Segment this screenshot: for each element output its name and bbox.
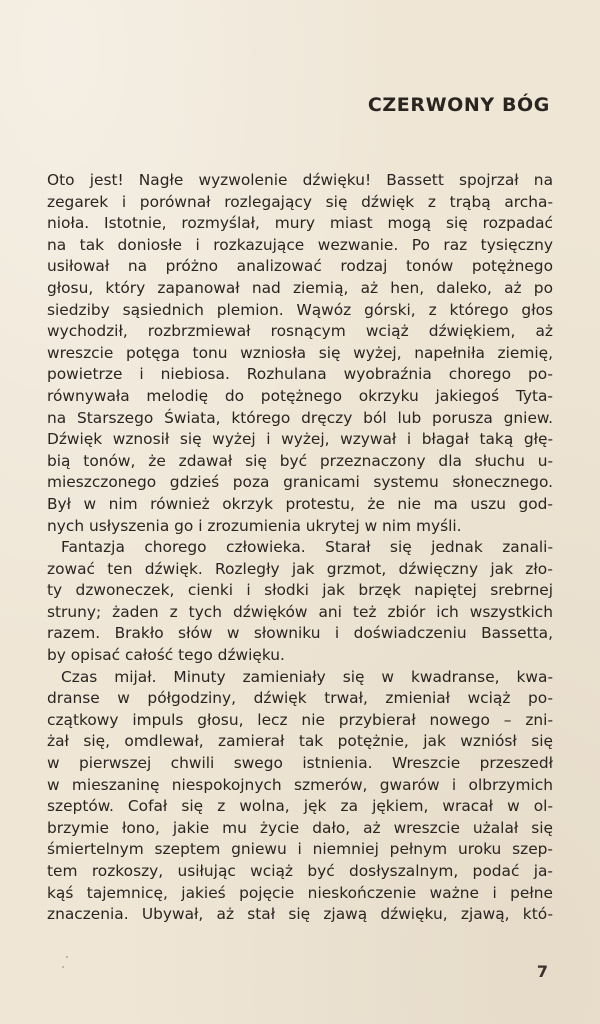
text-line: na Starszego Świata, którego dręczy ból lub porusza gniew.: [47, 408, 553, 427]
body-text: [47, 170, 553, 926]
running-title: CZERWONY BÓG: [367, 94, 550, 116]
text-line: żał się, omdlewał, zamierał tak potężnie, jak wzniósł się: [47, 732, 553, 751]
text-line: wreszcie potęga tonu wzniosła się wyżej, napełniła ziemię,: [47, 343, 553, 362]
text-line: Był w nim również okrzyk protestu, że nie ma uszu god-: [47, 494, 553, 513]
text-line: powietrze i niebiosa. Rozhulana wyobraźnia chorego po-: [47, 365, 553, 384]
text-line: kąś tajemnicę, jakieś pojęcie nieskończenie ważne i pełne: [47, 883, 553, 902]
page-number: 7: [536, 962, 548, 981]
text-line: usiłował na próżno analizować rodzaj tonów potężnego: [47, 257, 553, 276]
text-line: nych usłyszenia go i zrozumienia ukrytej w nim myśli.: [47, 516, 462, 535]
text-line: zować ten dźwięk. Rozległy jak grzmot, dźwięczny jak zło-: [47, 559, 553, 578]
text-line: wychodził, rozbrzmiewał rosnącym wciąż dźwiękiem, aż: [47, 322, 553, 341]
text-line: zegarek i porównał rozlegający się dźwięk z trąbą archa-: [47, 192, 553, 211]
paper-speck: [62, 966, 64, 968]
text-line: tem rozkoszy, usiłując wciąż być dosłyszalnym, podać ja-: [47, 862, 553, 880]
text-line: mieszczonego gdzieś poza granicami systemu słonecznego.: [47, 473, 553, 492]
text-line: szeptów. Cofał się z wolna, jęk za jękiem, wracał w ol-: [47, 797, 553, 816]
text-line: siedziby sąsiednich plemion. Wąwóz górski, z którego głos: [47, 300, 553, 319]
text-line: razem. Brakło słów w słowniku i doświadczeniu Bassetta,: [47, 624, 553, 643]
text-line: nioła. Istotnie, rozmyślał, mury miast mogą się rozpadać: [47, 214, 553, 233]
text-line: równywała melodię do potężnego okrzyku jakiegoś Tyta-: [47, 386, 553, 405]
text-line: Fantazja chorego człowieka. Starał się jednak zanali-: [61, 538, 553, 557]
text-line: głosu, który zapanował nad ziemią, aż hen, daleko, aż po: [47, 278, 553, 297]
text-line: znaczenia. Ubywał, aż stał się zjawą dźwięku, zjawą, któ-: [47, 905, 553, 924]
text-line: Oto jest! Nagłe wyzwolenie dźwięku! Bassett spojrzał na: [47, 171, 553, 189]
paper-speck: [66, 956, 68, 958]
text-line: dranse w półgodziny, dźwięk trwał, zmieniał wciąż po-: [47, 689, 553, 708]
text-line: bią tonów, że zdawał się być przeznaczony dla słuchu u-: [47, 451, 553, 470]
text-line: struny; żaden z tych dźwięków ani też zbiór ich wszystkich: [47, 602, 553, 621]
text-line: śmiertelnym szeptem gniewu i niemniej pełnym uroku szep-: [47, 840, 553, 859]
text-line: brzymie łono, jakie mu życie dało, aż wreszcie użalał się: [47, 818, 553, 837]
text-line: czątkowy impuls głosu, lecz nie przybierał nowego – zni-: [47, 710, 553, 729]
text-line: by opisać całość tego dźwięku.: [47, 646, 285, 665]
text-line: w mieszaninę niespokojnych szmerów, gwarów i olbrzymich: [47, 775, 553, 794]
text-line: Dźwięk wznosił się wyżej i wyżej, wzywał i błagał taką głę-: [47, 430, 553, 449]
text-line: w pierwszej chwili swego istnienia. Wreszcie przeszedł: [47, 754, 553, 773]
text-line: na tak doniosłe i rozkazujące wezwanie. Po raz tysięczny: [47, 235, 553, 254]
text-line: Czas mijał. Minuty zamieniały się w kwadranse, kwa-: [61, 667, 553, 686]
text-line: ty dzwoneczek, cienki i słodki jak brzęk napiętej srebrnej: [47, 581, 553, 600]
